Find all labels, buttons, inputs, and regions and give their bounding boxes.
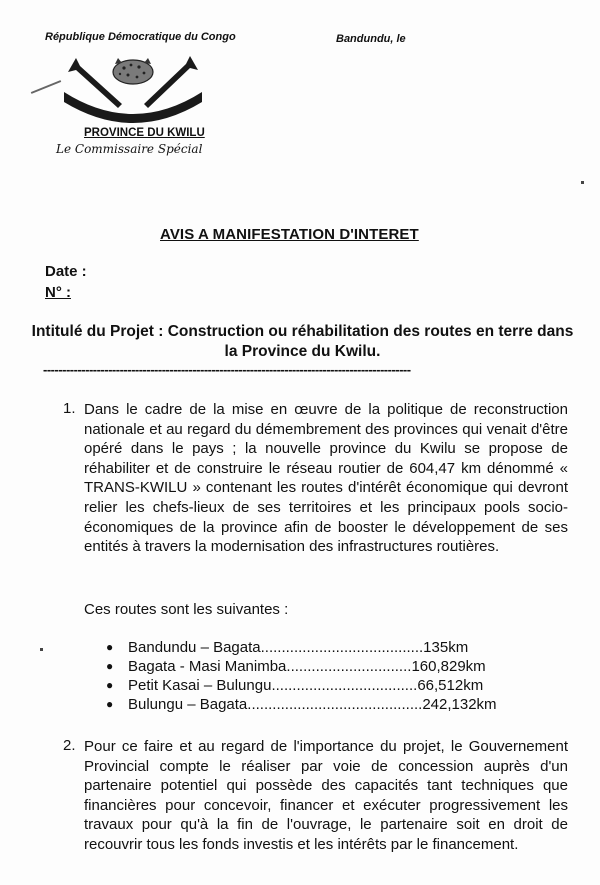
route-leader: .......................................... [247,696,423,713]
route-name: Bandundu – Bagata [128,639,261,656]
route-distance: 242,132km [422,696,497,713]
route-name: Bagata - Masi Manimba [128,658,287,675]
route-name: Bulungu – Bagata [128,696,248,713]
commissaire-title: Le Commissaire Spécial [56,142,203,156]
date-label: Date : [45,263,87,280]
separator-line: ------------------------------------------------------------------------------------------------ [43,362,411,377]
province-name: PROVINCE DU KWILU [84,127,205,139]
list-item [104,695,574,714]
coat-of-arms-emblem-icon [58,50,208,128]
bullet-icon: ● [106,659,114,673]
list-item [104,657,574,676]
list-item [104,638,574,657]
routes-intro: Ces routes sont les suivantes : [84,601,289,618]
list-item [104,676,574,695]
route-leader: ................................... [271,677,418,694]
routes-list [104,638,574,714]
paragraph-number: 2. [63,737,76,754]
number-label: N° : [45,284,71,301]
republic-heading: République Démocratique du Congo [45,31,236,43]
scan-speck [581,181,584,184]
paragraph-number: 1. [63,400,76,417]
scan-speck [40,648,43,651]
document-title: AVIS A MANIFESTATION D'INTERET [160,226,419,243]
route-name: Petit Kasai – Bulungu [128,677,272,694]
project-title: Intitulé du Projet : Construction ou réhabilitation des routes en terre dans la Province du Kwilu. [31,323,574,360]
bullet-icon: ● [106,640,114,654]
city-date-line: Bandundu, le [336,33,406,45]
scan-mark [31,80,61,94]
route-distance: 160,829km [411,658,486,675]
bullet-icon: ● [106,678,114,692]
route-leader: .............................. [286,658,412,675]
paragraph-2-text: Pour ce faire et au regard de l'importance du projet, le Gouvernement Provincial compte le réaliser par voie de concession auprès d'un partenaire potentiel qui possède des capacités tant techniques que financières pour concevoir, financer et exécuter progressivement les travaux pour qu'à la fin de l'ouvrage, le partenaire soit en droit de recouvrir tous les fonds investis et les intérêts par le financement. [84,738,568,853]
paragraph-1-text: Dans le cadre de la mise en œuvre de la politique de reconstruction nationale et au regard du démembrement des provinces qui venait d'être opéré dans le pays ; la nouvelle province du Kwilu se propose de réhabiliter et de construire le réseau routier de 604,47 km dénommé « TRANS-KWILU » contenant les routes d'intérêt économique qui devront relier les chefs-lieux de ses territoires et les principaux pools socio-économiques de la province afin de booster le développement de ses entités à travers la modernisation des infrastructures routières. [84,401,568,556]
route-distance: 135km [423,639,469,656]
bullet-icon: ● [106,697,114,711]
route-distance: 66,512km [417,677,484,694]
route-leader: ....................................... [260,639,424,656]
